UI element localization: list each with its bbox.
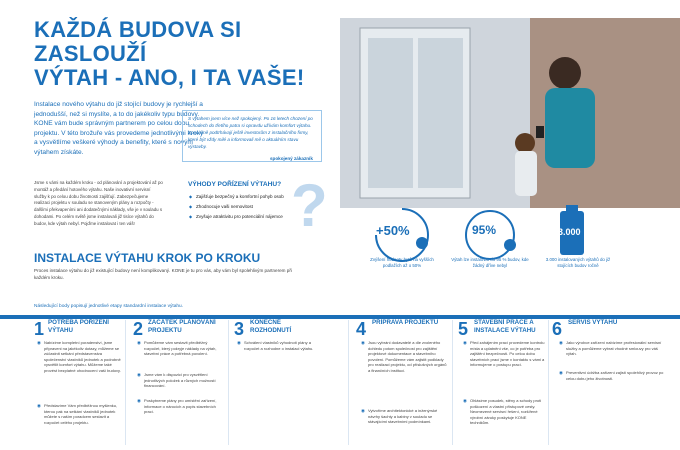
step-title: ZAČÁTEK PLÁNOVÁNÍ PROJEKTU <box>148 319 216 334</box>
benefits-title: VÝHODY POŘÍZENÍ VÝTAHU? <box>188 181 282 188</box>
step-text: ◉ Poskytneme plány pro umístění zařízení, informace o nárocích a popis stavebních prací. <box>144 398 222 415</box>
stat-value: +50% <box>376 223 410 238</box>
stat-value: 95% <box>472 223 497 237</box>
divider <box>548 320 549 445</box>
step-text: ◉ Vytvoříme architektonické a inženýrské návrhy šachty a kabiny v souladu se stávajícími stavebními podmínkami. <box>368 408 448 425</box>
section-intro: Proces instalace výtahu do již existující budovy není komplikovaný. KONE je tu pro vás, aby vám byl spolehlivým partnerem při každém kroku. <box>34 268 292 280</box>
divider <box>348 320 349 445</box>
step-number: 5 <box>458 319 469 339</box>
stat-label: Zvýšení hodnoty bytů na vyšších podlažích až o 50% <box>370 257 434 268</box>
question-mark-icon: ? <box>291 172 328 239</box>
stat-value: 3.000 <box>558 227 581 237</box>
quote-author: spokojený zákazník <box>270 156 313 161</box>
page-title: KAŽDÁ BUDOVA SI ZASLOUŽÍ VÝTAH - ANO, I TA VAŠE! <box>34 17 305 90</box>
stat-label: Výtah lze instalovat do 95 % budov, kde žádný dříve nebyl <box>451 257 529 268</box>
divider <box>125 320 126 445</box>
benefit-item: ◆ Zhodnocuje vaši nemovitost <box>196 204 253 209</box>
step-text: ◉ Preventivní údržba zařízení zajistí spolehlivý provoz po celou dobu jeho životnosti. <box>566 370 664 381</box>
quote-box <box>182 110 322 162</box>
step-number: 4 <box>356 319 367 339</box>
step-text: ◉ Pomůžeme vám sestavit předběžný rozpočet, který pokryje náklady na výtah, stavební práce a potřebná povolení. <box>144 340 222 357</box>
step-title: POTŘEBA POŘÍZENÍ VÝTAHU <box>48 319 109 334</box>
stat-label: 3.000 instalovaných výtahů do již stojících budov ročně <box>545 257 611 268</box>
stat-block-3 <box>545 205 611 270</box>
step-number: 1 <box>34 319 45 339</box>
step-number: 3 <box>234 319 245 339</box>
step-text: ◉ Jako výrobce zařízení nabízíme profesionální servisní služby a pomůžeme vybrat vhodné smlouvy pro váš výtah. <box>566 340 664 357</box>
benefit-item: ◆ Zajišťuje bezpečný a komfortní pohyb osob <box>196 194 284 199</box>
divider <box>228 320 229 445</box>
step-number: 6 <box>552 319 563 339</box>
divider <box>452 320 453 445</box>
step-title: KONEČNÉ ROZHODNUTÍ <box>250 319 292 334</box>
step-text: ◉ Schválení vlastníků vyhodnotí plány a rozpočet a rozhodne o instalaci výtahu. <box>244 340 324 351</box>
benefit-item: ◆ Zvyšuje atraktivitu pro potenciální nájemce <box>196 214 283 219</box>
description-text: Jsme s vámi na každém kroku - od plánování a projektování až po montáž a předání hotového výtahu. Naše inovativní servisní služby k po celou dobu životnosti zajišťují. Zabezpečujeme realizaci projektu v souladu se stanoveným plány a rozpočty - dalšími překvapeními ani dodatečnými náklady, vše je v souladu s dohodami. Po celém světě jsme instalovali již tisíce výtahů do budov, kde výtah nebyl. Pojďme instalovat i ten váš! <box>34 180 163 226</box>
step-text: ◉ Jsme vám k dispozici pro vysvětlení jednotlivých položek a různých možností financování. <box>144 372 222 389</box>
step-title: PŘÍPRAVA PROJEKTU <box>372 319 439 326</box>
step-text: ◉ Ohlásíme posudek, stěny a schody proti poškození a vlastní přístupové cesty. Neomezené servisní řešení, rozšířené výrobní záruky poskytuje KONE technikům. <box>470 398 546 426</box>
step-title: STAVEBNÍ PRÁCE A INSTALACE VÝTAHU <box>474 319 536 334</box>
step-text: ◉ Představíme Vám předběžnou myšlenku, kterou pak na setkání vlastníků jednotek můžete s naším poradcem sestavit a rozpočet celého projektu. <box>44 403 124 425</box>
stat-block-2 <box>451 205 529 270</box>
step-text: ◉ Jsou vybráni dodavatelé a dle zvoleného dohledu potom společnost pro zajištění projektové dokumentace a stavebního povolení. Pomůžeme vám zajistit podklady pro realizaci projektu, od příslušných orgánů a finančních institucí. <box>368 340 448 373</box>
step-text: ◉ Nabízíme kompletní poradenství, jsme připraveni na jakékoliv dotazy, můžeme se zúčastnit setkání představenstva společenství vlastníků jednotek a podrobně vysvětlit komfort výtahu. Můžeme také provést bezplatné ohodnocení vaší budovy. <box>44 340 124 373</box>
step-text: ◉ Před zahájením prací provedeme kontrolu místa a uplatnění vše, co je potřeba pro zajištění bezpečnosti. Po celou dobu stavebních prací jsme v kontaktu s vámi a informujeme o postupu prací. <box>470 340 546 368</box>
quote-text: S výtahem jsem více než spokojený. Po 16 letech chození po schodech do třetího patra si opravdu užívám komfort výtahu. Speciálně podtrhávají ještě investorům z instalačního firmy, které být vždy milé a informovali mě o aktuálním stavu výstavby. <box>188 116 313 149</box>
section-subtitle: Následující body popisují jednotlivé etapy standardní instalace výtahu. <box>34 304 184 309</box>
intro-text: Instalace nového výtahu do již stojící budovy je rychlejší a jednodušší, než si myslíte, a to do jakékoliv typu budovy. KONE vám bude správným partnerem po celou dobu projektu. V této brožuře vás provedeme jednotlivými kroky a vysvětlíme veškeré výhody a benefity, které s novým výtahem získáte. <box>34 101 204 156</box>
hero-photo <box>340 18 680 208</box>
photo-illustration <box>340 18 680 208</box>
step-title: SERVIS VÝTAHU <box>568 319 618 326</box>
section-title: INSTALACE VÝTAHU KROK PO KROKU <box>34 251 261 265</box>
stat-block-1 <box>372 205 432 270</box>
step-number: 2 <box>133 319 144 339</box>
